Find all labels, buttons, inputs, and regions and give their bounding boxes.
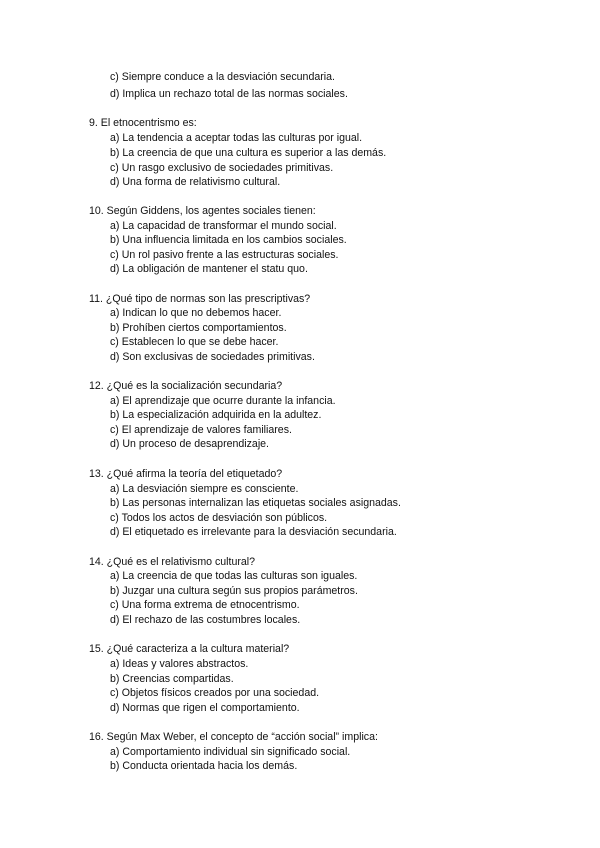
- option-c-q10: c) Un rol pasivo frente a las estructuras sociales.: [110, 249, 339, 261]
- option-b-q10: b) Una influencia limitada en los cambios sociales.: [110, 234, 347, 246]
- question-9: 9. El etnocentrismo es:: [89, 117, 197, 129]
- option-c-q14: c) Una forma extrema de etnocentrismo.: [110, 599, 300, 611]
- question-10: 10. Según Giddens, los agentes sociales tienen:: [89, 205, 316, 217]
- option-b-q13: b) Las personas internalizan las etiquetas sociales asignadas.: [110, 497, 401, 509]
- option-b-q15: b) Creencias compartidas.: [110, 673, 234, 685]
- option-c-q15: c) Objetos físicos creados por una sociedad.: [110, 687, 320, 699]
- option-a-q10: a) La capacidad de transformar el mundo social.: [110, 220, 337, 232]
- option-c-q13: c) Todos los actos de desviación son públicos.: [110, 512, 328, 524]
- option-b-q11: b) Prohíben ciertos comportamientos.: [110, 322, 287, 334]
- question-12: 12. ¿Qué es la socialización secundaria?: [89, 380, 283, 392]
- option-d-q15: d) Normas que rigen el comportamiento.: [110, 702, 300, 714]
- option-a-q16: a) Comportamiento individual sin significado social.: [110, 746, 351, 758]
- option-d-q14: d) El rechazo de las costumbres locales.: [110, 614, 301, 626]
- option-d-q13: d) El etiquetado es irrelevante para la desviación secundaria.: [110, 526, 397, 538]
- option-b-q12: b) La especialización adquirida en la adultez.: [110, 409, 322, 421]
- option-d-q9: d) Una forma de relativismo cultural.: [110, 176, 281, 188]
- question-16: 16. Según Max Weber, el concepto de “acción social” implica:: [89, 731, 378, 743]
- option-d-q10: d) La obligación de mantener el statu quo.: [110, 263, 308, 275]
- option-d-q8: d) Implica un rechazo total de las normas sociales.: [110, 88, 348, 100]
- option-d-q11: d) Son exclusivas de sociedades primitivas.: [110, 351, 315, 363]
- question-14: 14. ¿Qué es el relativismo cultural?: [89, 556, 256, 568]
- option-a-q14: a) La creencia de que todas las culturas son iguales.: [110, 570, 358, 582]
- option-c-q12: c) El aprendizaje de valores familiares.: [110, 424, 292, 436]
- option-c-q11: c) Establecen lo que se debe hacer.: [110, 336, 279, 348]
- option-b-q16: b) Conducta orientada hacia los demás.: [110, 760, 298, 772]
- option-c-q8: c) Siempre conduce a la desviación secundaria.: [110, 71, 335, 83]
- option-d-q12: d) Un proceso de desaprendizaje.: [110, 438, 270, 450]
- option-b-q14: b) Juzgar una cultura según sus propios parámetros.: [110, 585, 358, 597]
- option-a-q9: a) La tendencia a aceptar todas las culturas por igual.: [110, 132, 363, 144]
- option-a-q12: a) El aprendizaje que ocurre durante la infancia.: [110, 395, 336, 407]
- option-a-q13: a) La desviación siempre es consciente.: [110, 483, 299, 495]
- option-c-q9: c) Un rasgo exclusivo de sociedades primitivas.: [110, 162, 334, 174]
- option-a-q11: a) Indican lo que no debemos hacer.: [110, 307, 282, 319]
- question-13: 13. ¿Qué afirma la teoría del etiquetado?: [89, 468, 283, 480]
- option-b-q9: b) La creencia de que una cultura es superior a las demás.: [110, 147, 387, 159]
- question-15: 15. ¿Qué caracteriza a la cultura material?: [89, 643, 290, 655]
- option-a-q15: a) Ideas y valores abstractos.: [110, 658, 249, 670]
- question-11: 11. ¿Qué tipo de normas son las prescriptivas?: [89, 293, 311, 305]
